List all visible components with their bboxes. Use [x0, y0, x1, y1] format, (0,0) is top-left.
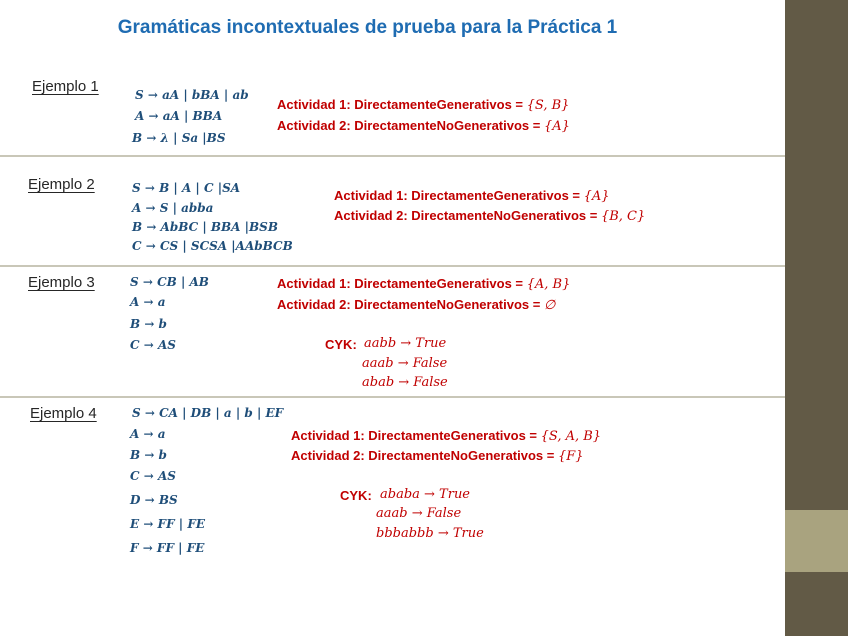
example-2-label: Ejemplo 2	[28, 176, 95, 193]
example-3-rule: S → CB | AB	[130, 275, 209, 289]
example-4-cyk-result: bbbabbb → True	[376, 526, 484, 541]
example-1-rule: B → λ | Sa |BS	[132, 131, 226, 145]
example-3-cyk-result: aaab → False	[362, 356, 448, 371]
example-3-cyk-label: CYK:	[325, 337, 357, 352]
example-3-activity-1: Actividad 1: DirectamenteGenerativos = {A, B}	[277, 276, 571, 292]
example-4-label: Ejemplo 4	[30, 405, 97, 422]
example-2-activity-1: Actividad 1: DirectamenteGenerativos = {A}	[334, 188, 610, 204]
divider	[0, 265, 785, 267]
divider	[0, 155, 785, 157]
example-4-rule: B → b	[130, 448, 167, 462]
example-3-rule: B → b	[130, 317, 167, 331]
example-2-rule: A → S | abba	[132, 201, 214, 215]
example-4-rule: A → a	[130, 427, 166, 441]
page-title: Gramáticas incontextuales de prueba para la Práctica 1	[117, 17, 618, 38]
example-4-activity-1: Actividad 1: DirectamenteGenerativos = {S, A, B}	[291, 428, 602, 444]
example-1-activity-1: Actividad 1: DirectamenteGenerativos = {S, B}	[277, 97, 570, 113]
example-2-activity-2: Actividad 2: DirectamenteNoGenerativos = {B, C}	[334, 208, 646, 224]
example-3-cyk-result: abab → False	[362, 375, 448, 390]
example-4-rule: F → FF | FE	[130, 541, 205, 555]
example-1-activity-2: Actividad 2: DirectamenteNoGenerativos = {A}	[277, 118, 570, 134]
example-1-label: Ejemplo 1	[32, 78, 99, 95]
example-4-rule: D → BS	[130, 493, 178, 507]
example-4-cyk-label: CYK:	[340, 488, 372, 503]
example-4-rule: S → CA | DB | a | b | EF	[132, 406, 284, 420]
example-3-rule: A → a	[130, 295, 166, 309]
example-4-rule: E → FF | FE	[130, 517, 205, 531]
example-3-label: Ejemplo 3	[28, 274, 95, 291]
example-1-rule: A → aA | BBA	[135, 109, 223, 123]
example-2-rule: C → CS | SCSA |AAbBCB	[132, 239, 293, 253]
example-4-activity-2: Actividad 2: DirectamenteNoGenerativos = {F}	[291, 448, 584, 464]
example-2-rule: B → AbBC | BBA |BSB	[132, 220, 278, 234]
example-2-rule: S → B | A | C |SA	[132, 181, 241, 195]
example-1-rule: S → aA | bBA | ab	[135, 88, 249, 102]
divider	[0, 396, 785, 398]
example-4-cyk-result: ababa → True	[380, 487, 471, 502]
example-3-rule: C → AS	[130, 338, 176, 352]
example-4-rule: C → AS	[130, 469, 176, 483]
example-3-activity-2: Actividad 2: DirectamenteNoGenerativos = ∅	[277, 297, 556, 313]
sidebar-accent	[785, 510, 848, 572]
example-3-cyk-result: aabb → True	[364, 336, 447, 351]
example-4-cyk-result: aaab → False	[376, 506, 462, 521]
